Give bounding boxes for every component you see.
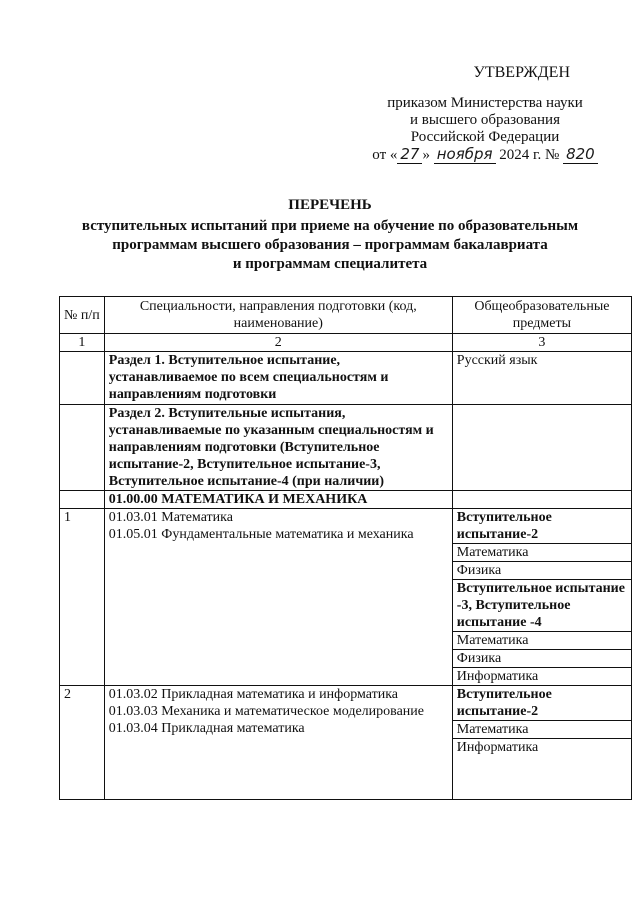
approval-line-3: Российской Федерации bbox=[410, 129, 560, 145]
table-header-row bbox=[60, 297, 632, 334]
section-2-text: Раздел 2. Вступительные испытания, устанавливаемые по указанным специальностям и направлениям подготовки (Вступительное испытание-2, Вступительное испытание-3, Вступительное испытание-4 (при наличии) bbox=[104, 405, 452, 491]
handwritten-month: ноября bbox=[434, 145, 496, 164]
spec-item: 01.03.02 Прикладная математика и информатика bbox=[108, 687, 399, 702]
subject-cell: Информатика bbox=[452, 739, 631, 800]
subject-cell: Физика bbox=[452, 650, 631, 668]
approval-block bbox=[360, 64, 610, 164]
row-1-num: 1 bbox=[60, 509, 105, 686]
col-number-3: 3 bbox=[452, 334, 631, 352]
title-line-3: программам высшего образования – программам бакалавриата bbox=[112, 237, 548, 253]
col-number-2: 2 bbox=[104, 334, 452, 352]
approval-date-line bbox=[360, 146, 610, 164]
spec-item: 01.03.04 Прикладная математика bbox=[108, 721, 305, 736]
header-num: № п/п bbox=[60, 297, 105, 334]
group-heading: 01.00.00 МАТЕМАТИКА И МЕХАНИКА bbox=[104, 491, 452, 509]
column-number-row bbox=[60, 334, 632, 352]
table-row bbox=[60, 686, 632, 721]
subject-cell: Математика bbox=[452, 544, 631, 562]
handwritten-day: 27 bbox=[397, 145, 422, 164]
row-1-specs bbox=[104, 509, 452, 686]
approval-heading: УТВЕРЖДЕН bbox=[473, 64, 570, 81]
document-title bbox=[60, 196, 600, 274]
subject-cell: Информатика bbox=[452, 668, 631, 686]
subject-cell: Вступительное испытание-2 bbox=[452, 509, 631, 544]
entrance-tests-table bbox=[59, 296, 632, 800]
approval-line-2: и высшего образования bbox=[410, 112, 560, 128]
section-1-text: Раздел 1. Вступительное испытание, устанавливаемое по всем специальностям и направлениям подготовки bbox=[104, 352, 452, 405]
spec-item: 01.05.01 Фундаментальные математика и механика bbox=[108, 527, 414, 542]
subject-cell: Физика bbox=[452, 562, 631, 580]
spec-item: 01.03.03 Механика и математическое моделирование bbox=[108, 704, 424, 719]
title-line-2: вступительных испытаний при приеме на обучение по образовательным bbox=[81, 218, 579, 234]
date-mid: » bbox=[422, 147, 430, 163]
subject-cell: Математика bbox=[452, 632, 631, 650]
section-2-row bbox=[60, 405, 632, 491]
date-prefix: от « bbox=[372, 147, 398, 163]
spec-item: 01.03.01 Математика bbox=[108, 510, 233, 525]
date-year: 2024 г. № bbox=[499, 147, 560, 163]
approval-line-1: приказом Министерства науки bbox=[387, 95, 583, 111]
title-line-4: и программам специалитета bbox=[232, 256, 428, 272]
row-2-num: 2 bbox=[60, 686, 105, 800]
row-2-specs bbox=[104, 686, 452, 800]
subject-cell: Вступительное испытание -3, Вступительное испытание -4 bbox=[452, 580, 631, 632]
section-1-subject: Русский язык bbox=[452, 352, 631, 405]
subject-cell: Вступительное испытание-2 bbox=[452, 686, 631, 721]
col-number-1: 1 bbox=[60, 334, 105, 352]
group-row bbox=[60, 491, 632, 509]
header-spec: Специальности, направления подготовки (код, наименование) bbox=[104, 297, 452, 334]
section-1-row bbox=[60, 352, 632, 405]
subject-cell: Математика bbox=[452, 721, 631, 739]
handwritten-number: 820 bbox=[563, 145, 598, 164]
table-row bbox=[60, 509, 632, 544]
header-subjects: Общеобразовательные предметы bbox=[452, 297, 631, 334]
title-heading: ПЕРЕЧЕНЬ bbox=[288, 197, 372, 213]
